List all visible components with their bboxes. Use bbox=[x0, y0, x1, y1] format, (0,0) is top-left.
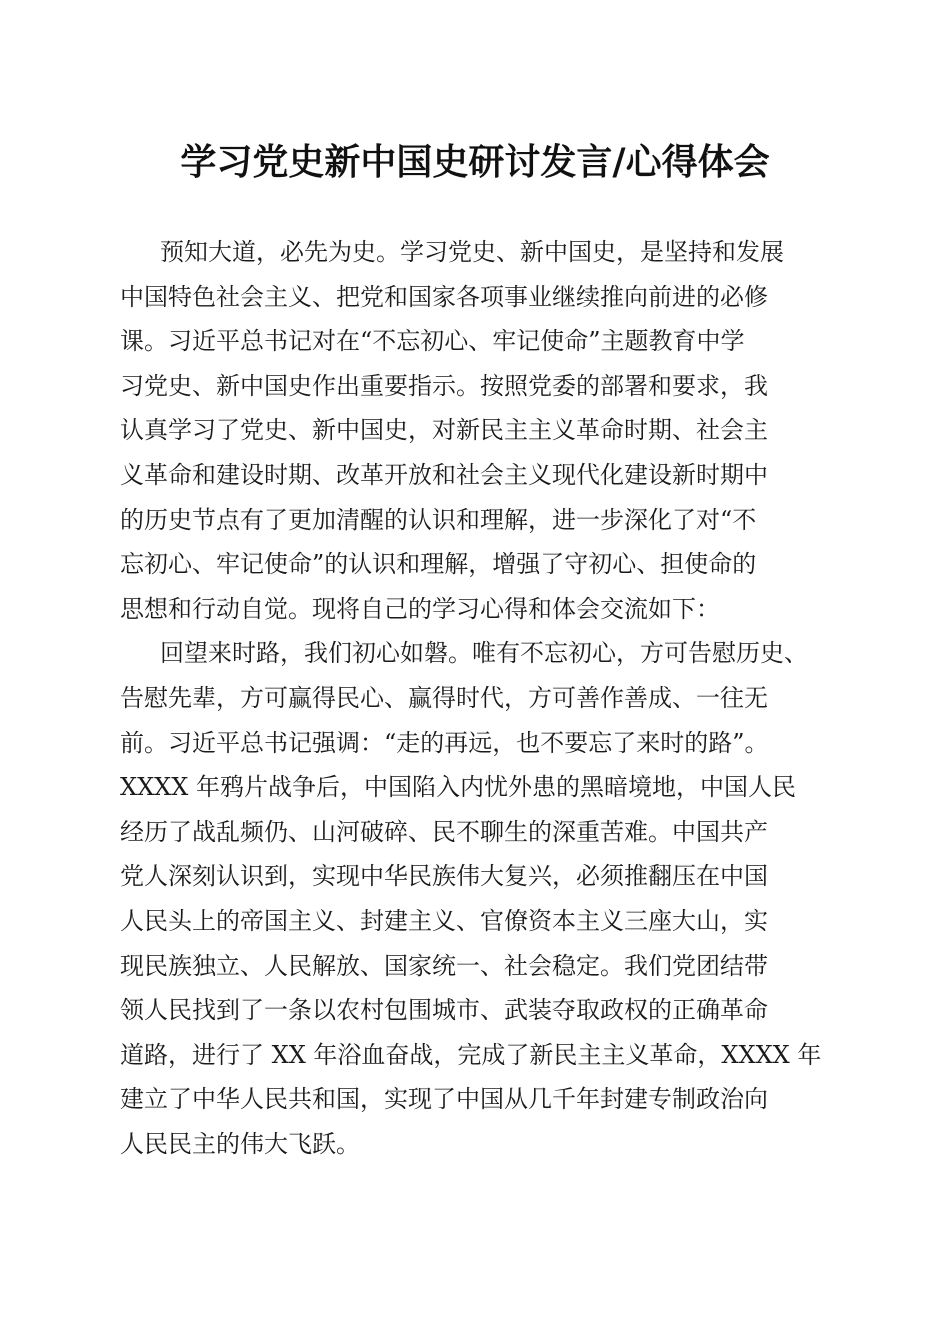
paragraph-1-line: 中国特色社会主义、把党和国家各项事业继续推向前进的必修 bbox=[120, 282, 768, 311]
document-title: 学习党史新中国史研讨发言/心得体会 bbox=[180, 141, 770, 183]
paragraph-2-line: 回望来时路，我们初心如磐。唯有不忘初心，方可告慰历史、 bbox=[160, 639, 808, 668]
paragraph-2-line: XXXX 年鸦片战争后，中国陷入内忧外患的黑暗境地，中国人民 bbox=[120, 773, 796, 802]
paragraph-2-line: 道路，进行了 XX 年浴血奋战，完成了新民主主义革命，XXXX 年 bbox=[120, 1040, 822, 1069]
paragraph-2-line: 党人深刻认识到，实现中华民族伟大复兴，必须推翻压在中国 bbox=[120, 862, 768, 891]
document-body bbox=[120, 230, 832, 1166]
paragraph-2-line: 经历了战乱频仍、山河破碎、民不聊生的深重苦难。中国共产 bbox=[120, 817, 768, 846]
paragraph-1-line: 忘初心、牢记使命”的认识和理解，增强了守初心、担使命的 bbox=[120, 550, 757, 579]
paragraph-2-line: 现民族独立、人民解放、国家统一、社会稳定。我们党团结带 bbox=[120, 951, 768, 980]
paragraph-1-line: 思想和行动自觉。现将自己的学习心得和体会交流如下： bbox=[120, 594, 720, 623]
paragraph-1-line: 的历史节点有了更加清醒的认识和理解，进一步深化了对“不 bbox=[120, 505, 757, 534]
paragraph-2-line: 前。习近平总书记强调：“走的再远，也不要忘了来时的路”。 bbox=[120, 728, 769, 757]
paragraph-2-line: 建立了中华人民共和国，实现了中国从几千年封建专制政治向 bbox=[120, 1085, 768, 1114]
paragraph-2-line: 人民头上的帝国主义、封建主义、官僚资本主义三座大山，实 bbox=[120, 906, 768, 935]
paragraph-1-line: 认真学习了党史、新中国史，对新民主主义革命时期、社会主 bbox=[120, 416, 768, 445]
paragraph-1-line: 习党史、新中国史作出重要指示。按照党委的部署和要求，我 bbox=[120, 371, 768, 400]
paragraph-1-line: 课。习近平总书记对在“不忘初心、牢记使命”主题教育中学 bbox=[120, 327, 745, 356]
paragraph-2-line: 人民民主的伟大飞跃。 bbox=[120, 1129, 360, 1158]
paragraph-1-line: 预知大道，必先为史。学习党史、新中国史，是坚持和发展 bbox=[160, 238, 784, 266]
paragraph-2-line: 告慰先辈，方可赢得民心、赢得时代，方可善作善成、一往无 bbox=[120, 683, 768, 712]
paragraph-1-line: 义革命和建设时期、改革开放和社会主义现代化建设新时期中 bbox=[120, 460, 768, 489]
paragraph-2-line: 领人民找到了一条以农村包围城市、武装夺取政权的正确革命 bbox=[120, 996, 768, 1025]
